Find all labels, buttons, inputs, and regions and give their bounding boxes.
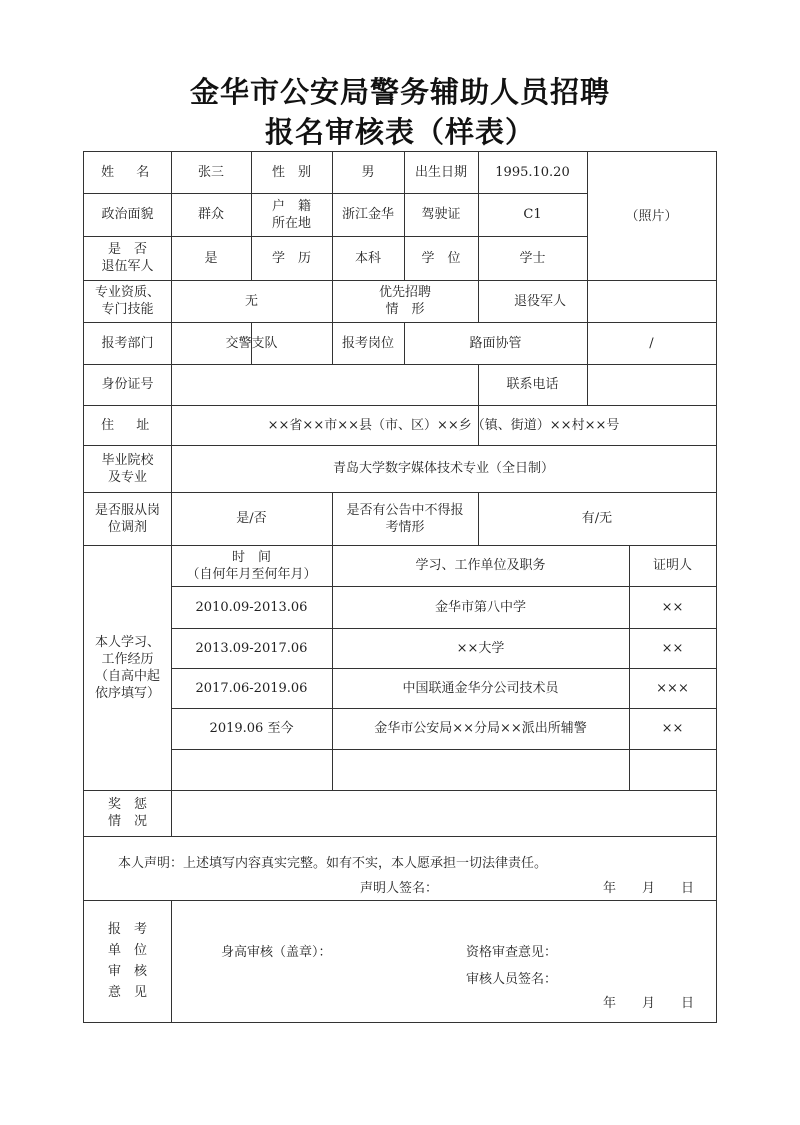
politics-label: 政治面貌	[101, 207, 154, 222]
address-value[interactable]: ××省××市××县（市、区）××乡（镇、街道）××村××号	[267, 417, 620, 433]
history-row-5-witness[interactable]	[629, 749, 716, 790]
reward-value[interactable]	[171, 790, 716, 836]
dob-value[interactable]: 1995.10.20	[495, 165, 570, 180]
history-row-3-unit[interactable]: 中国联通金华分公司技术员	[402, 680, 559, 696]
school-value[interactable]: 青岛大学数字媒体技术专业（全日制）	[332, 461, 554, 476]
notice-value[interactable]: 有/无	[581, 511, 613, 526]
history-row-5-time[interactable]	[171, 749, 332, 790]
skill-label	[84, 280, 171, 322]
reward-label	[84, 790, 171, 836]
declaration-date: 年 月 日	[603, 881, 695, 896]
history-row-3-witness[interactable]: ×××	[656, 680, 689, 696]
hukou-label-line1: 户 籍	[271, 198, 311, 214]
education-value[interactable]: 本科	[354, 250, 381, 266]
review-label-line4: 意 见	[107, 985, 147, 1000]
history-row-1-unit[interactable]: 金华市第八中学	[434, 599, 526, 615]
veteran-label-line1: 是 否	[107, 242, 147, 257]
notice-label-line2: 考情形	[385, 519, 425, 535]
adjust-label-line1: 是否服从岗	[94, 502, 160, 518]
history-label-line1: 本人学习、	[94, 634, 160, 650]
history-row-4-witness[interactable]: ××	[661, 721, 684, 736]
adjust-label	[84, 492, 171, 545]
review-label-line3: 审 核	[107, 964, 147, 979]
phone-value[interactable]	[587, 364, 716, 405]
license-label: 驾驶证	[421, 207, 461, 222]
document-title: 金华市公安局警务辅助人员招聘	[189, 75, 610, 109]
address-label: 住 址	[101, 417, 154, 433]
veteran-value[interactable]: 是	[204, 250, 218, 266]
hukou-label-line2: 所在地	[271, 215, 311, 231]
post-extra-value[interactable]: /	[649, 335, 654, 351]
post-value[interactable]: 路面协管	[469, 335, 522, 351]
gender-value[interactable]: 男	[361, 165, 375, 180]
review-label	[84, 900, 171, 1022]
history-row-4-time[interactable]: 2019.06 至今	[209, 721, 294, 736]
history-row-2-witness[interactable]: ××	[661, 640, 684, 656]
photo-placeholder: （照片）	[625, 208, 678, 224]
review-label-line1: 报 考	[107, 922, 147, 937]
priority-label-line1: 优先招聘	[378, 285, 431, 300]
registration-form-table	[83, 151, 717, 1023]
height-review-label: 身高审核（盖章）：	[221, 945, 332, 960]
skill-value[interactable]: 无	[244, 293, 258, 309]
veteran-label-line2: 退伍军人	[101, 259, 154, 274]
hukou-label	[251, 193, 332, 236]
dob-label: 出生日期	[414, 165, 467, 180]
review-label-line2: 单 位	[107, 943, 147, 958]
skill-label-line1: 专业资质、	[94, 285, 160, 300]
veteran-label	[84, 236, 171, 280]
hukou-value[interactable]: 浙江金华	[341, 207, 394, 222]
degree-value[interactable]: 学士	[519, 250, 546, 266]
dept-label: 报考部门	[101, 335, 154, 351]
notice-label	[332, 492, 478, 545]
adjust-value[interactable]: 是/否	[236, 511, 267, 526]
adjust-label-line2: 位调剂	[107, 519, 147, 535]
reward-label-line1: 奖 惩	[107, 797, 147, 812]
priority-label-line2: 情 形	[385, 302, 425, 317]
history-label-line2: 工作经历	[101, 651, 154, 667]
politics-value[interactable]: 群众	[197, 207, 224, 222]
reviewer-sign-label: 审核人员签名：	[466, 972, 558, 987]
phone-label: 联系电话	[506, 377, 559, 392]
dept-value[interactable]: 交警支队	[225, 335, 278, 351]
declaration-text: 本人声明：上述填写内容真实完整。如有不实，本人愿承担一切法律责任。	[118, 856, 548, 871]
history-row-2-time[interactable]: 2013.09-2017.06	[195, 640, 308, 656]
priority-value[interactable]: 退役军人	[514, 293, 567, 309]
declaration-sign-label: 声明人签名：	[360, 881, 439, 896]
review-date: 年 月 日	[603, 996, 695, 1011]
history-row-3-time[interactable]: 2017.06-2019.06	[195, 680, 308, 696]
priority-label	[332, 280, 478, 322]
history-label-line3: （自高中起	[94, 668, 160, 684]
history-witness-header: 证明人	[652, 558, 692, 573]
notice-label-line1: 是否有公告中不得报	[346, 502, 464, 518]
document-subtitle: 报名审核表（样表）	[264, 115, 535, 149]
history-unit-header: 学习、工作单位及职务	[415, 558, 546, 573]
school-label-line1: 毕业院校	[101, 452, 154, 468]
id-label: 身份证号	[101, 377, 154, 392]
history-row-1-witness[interactable]: ××	[661, 599, 684, 615]
history-time-header-line1: 时 间	[231, 549, 271, 565]
school-label	[84, 445, 171, 492]
gender-label: 性 别	[271, 165, 311, 180]
name-value[interactable]: 张三	[197, 165, 224, 180]
education-label: 学 历	[271, 250, 311, 266]
history-time-header-line2: （自何年月至何年月）	[186, 566, 317, 582]
history-row-2-unit[interactable]: ××大学	[456, 640, 505, 656]
school-label-line2: 及专业	[107, 469, 147, 485]
license-value[interactable]: C1	[523, 207, 542, 222]
post-label: 报考岗位	[341, 335, 394, 351]
history-label	[84, 545, 171, 790]
degree-label: 学 位	[421, 250, 461, 266]
history-row-5-unit[interactable]	[332, 749, 629, 790]
name-label: 姓 名	[101, 165, 154, 180]
id-value[interactable]	[171, 364, 478, 405]
history-row-1-time[interactable]: 2010.09-2013.06	[195, 599, 308, 615]
history-label-line4: 依序填写）	[94, 685, 160, 701]
reward-label-line2: 情 况	[107, 814, 147, 829]
history-row-4-unit[interactable]: 金华市公安局××分局××派出所辅警	[374, 721, 587, 736]
skill-label-line2: 专门技能	[101, 302, 154, 317]
history-time-header	[171, 545, 332, 586]
qualification-review-label: 资格审查意见：	[466, 945, 558, 960]
